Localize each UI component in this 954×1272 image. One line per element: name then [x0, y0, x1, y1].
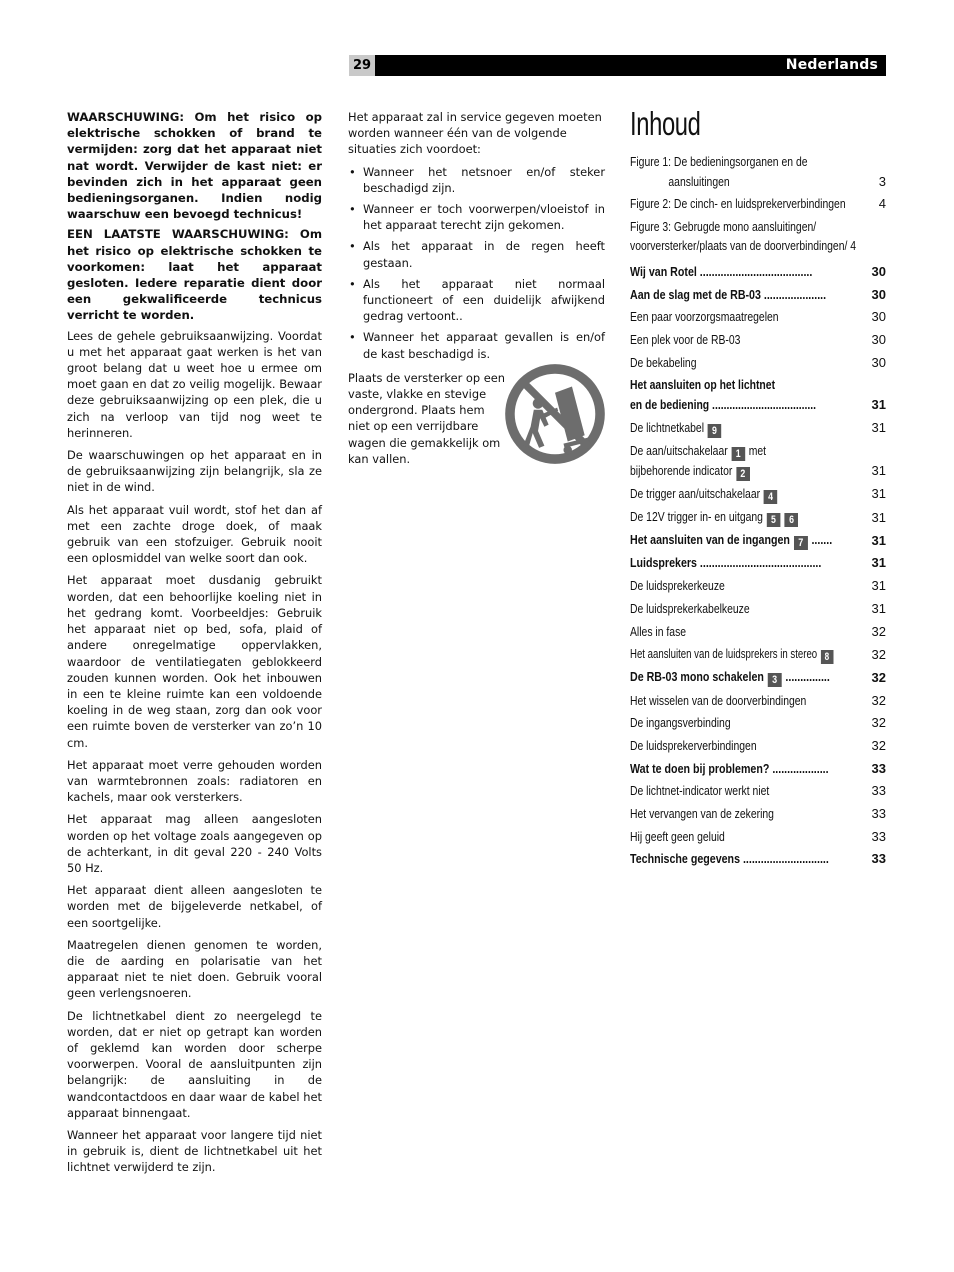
warning-2: EEN LAATSTE WAARSCHUWING: Om het risico op elektrische schokken te voorkomen: laat het apparaat gesloten. Iedere reparatie dient door een gekwalificeerde technicus verricht te worden. — [67, 227, 322, 323]
toc-entry[interactable]: De trigger aan/uitschakelaar 4 31 — [630, 485, 886, 503]
toc-entry[interactable]: Een plek voor de RB-03 30 — [630, 331, 886, 347]
toc-entry[interactable]: De luidsprekerkeuze 31 — [630, 578, 886, 594]
cart-warning-text: Plaats de versterker op een vaste, vlakke en stevige ondergrond. Plaats hem niet op een verrijdbare wagen die gemakkelijk om kan vallen. — [348, 370, 505, 466]
toc-entry[interactable]: De ingangsverbinding 32 — [630, 715, 886, 731]
toc-entry[interactable]: Het wisselen van de doorverbindingen 32 — [630, 692, 886, 708]
cart-tip-over-warning-icon — [502, 361, 608, 467]
paragraph: De lichtnetkabel dient zo neergelegd te worden, dat er niet op getrapt kan worden of geklemd kan worden door scherpe voorwerpen. Vooral de aansluitpunten zijn belangrijk: de aansluiting in de wandcontactdoos en daar waar de kabel het apparaat binnengaat. — [67, 1008, 322, 1120]
toc-entry[interactable]: Wij van Rotel ...................................... 30 — [630, 263, 886, 279]
figure-ref-badge: 5 — [767, 513, 781, 527]
paragraph: Het apparaat moet dusdanig gebruikt worden, dat een behoorlijke koeling niet in het gedrang komt. Voorbeeldjes: Gebruik het apparaat niet op bed, sofa, plaid of andere onregelmatige oppervlakken, waardoor de ventilatiegaten geblokkeerd zouden kunnen worden. Ook het inbouwen in een te kleine ruimte kan een voldoende koeling in de weg staan, zorg dan ook voor een ruimte boven de versterker van zo’n 10 cm. — [67, 573, 322, 750]
paragraph: Wanneer het apparaat voor langere tijd niet in gebruik is, dient de lichtnetkabel uit het lichtnet verwijderd te zijn. — [67, 1127, 322, 1175]
paragraph: Als het apparaat vuil wordt, stof het dan af met een zachte droge doek, of maak gebruik van een stofzuiger. Gebruik nooit een oplosmiddel van welke soort dan ook. — [67, 502, 322, 566]
toc-entry[interactable]: Luidsprekers ......................................... 31 — [630, 555, 886, 571]
toc-entry[interactable]: Figure 1: De bedieningsorganen en de aansluitingen 3 — [630, 154, 886, 189]
page-header — [349, 55, 886, 76]
list-item: • Wanneer het netsnoer en/of steker beschadigd zijn. — [348, 164, 605, 196]
toc-entry[interactable]: De lichtnetkabel 9 31 — [630, 419, 886, 437]
service-list — [348, 164, 605, 362]
service-intro: Het apparaat zal in service gegeven moeten worden wanneer één van de volgende situaties zich voordoet: — [348, 110, 602, 157]
toc-entry[interactable]: De aan/uitschakelaar 1 met bijbehorende indicator 2 31 — [630, 442, 886, 480]
language-label: Nederlands — [785, 57, 878, 73]
paragraph: Het apparaat dient alleen aangesloten te worden met de bijgeleverde netkabel, of een soortgelijke. — [67, 883, 322, 930]
safety-column-2 — [348, 109, 605, 473]
figure-ref-badge: 4 — [764, 490, 778, 504]
toc-entry[interactable]: Het aansluiten op het lichtnet en de bediening .................................... 31 — [630, 377, 886, 412]
list-item: • Wanneer er toch voorwerpen/vloeistof in het apparaat terecht zijn gekomen. — [348, 201, 605, 233]
figure-ref-badge: 8 — [821, 650, 834, 664]
paragraph: Maatregelen dienen genomen te worden, die de aarding en polarisatie van het apparaat niet te niet doen. Gebruik vooral geen verlengsnoeren. — [67, 937, 322, 1001]
toc-entry[interactable]: Aan de slag met de RB-03 ..................... 30 — [630, 286, 886, 302]
toc-entry[interactable]: Technische gegevens ............................. 33 — [630, 851, 886, 867]
warning-1: WAARSCHUWING: Om het risico op elektrische schokken of brand te vermijden: zorg dat het apparaat niet nat wordt. Verwijder de kast niet: er bevinden zich in het apparaat geen bedieningsorganen. Indien nodig waarschuw een bevoegd technicus! — [67, 110, 322, 222]
toc-entry[interactable]: Een paar voorzorgsmaatregelen 30 — [630, 309, 886, 325]
toc-entry[interactable]: De 12V trigger in- en uitgang 5 6 31 — [630, 509, 886, 527]
safety-column-1 — [67, 109, 322, 1182]
figure-ref-badge: 1 — [731, 447, 745, 461]
toc-entry[interactable]: Het aansluiten van de ingangen 7 ....... 31 — [630, 532, 886, 550]
figure-ref-badge: 2 — [736, 467, 750, 481]
toc-entry[interactable]: De lichtnet-indicator werkt niet 33 — [630, 783, 886, 799]
paragraph: Lees de gehele gebruiksaanwijzing. Voordat u met het apparaat gaat werken is het van groot belang dat u weet hoe u ermee om moet gaan en dat zo veilig mogelijk. Bewaar deze gebruiksaanwijzing op een plek, die u zich na verloop van tijd nog weet te herinneren. — [67, 328, 322, 440]
paragraph: Het apparaat moet verre gehouden worden van warmtebronnen zoals: radiatoren en kachels, maar ook versterkers. — [67, 757, 322, 805]
list-item: • Als het apparaat in de regen heeft gestaan. — [348, 238, 605, 270]
figure-ref-badge: 7 — [794, 536, 808, 550]
toc-entry[interactable]: De luidsprekerverbindingen 32 — [630, 737, 886, 753]
toc-entry[interactable]: De RB-03 mono schakelen 3 ............... 32 — [630, 669, 886, 687]
list-item: • Als het apparaat niet normaal functioneert of een duidelijk afwijkend gedrag vertoont.. — [348, 276, 605, 325]
toc-entry[interactable]: Wat te doen bij problemen? ................... 33 — [630, 760, 886, 776]
figure-ref-badge: 3 — [768, 673, 782, 687]
table-of-contents — [630, 104, 886, 872]
toc-entry[interactable]: De bekabeling 30 — [630, 354, 886, 370]
toc-entry[interactable]: De luidsprekerkabelkeuze 31 — [630, 600, 886, 616]
paragraph: Het apparaat mag alleen aangesloten worden op het voltage zoals aangegeven op de achterkant, in dit geval 220 - 240 Volts 50 Hz. — [67, 812, 322, 875]
figure-ref-badge: 6 — [785, 513, 799, 527]
toc-entry[interactable]: Het aansluiten van de luidsprekers in stereo 8 32 — [630, 646, 886, 664]
list-item: • Wanneer het apparaat gevallen is en/of de kast beschadigd is. — [348, 329, 605, 361]
page-number: 29 — [349, 55, 375, 76]
toc-entry[interactable]: Alles in fase 32 — [630, 623, 886, 639]
toc-entry[interactable]: Hij geeft geen geluid 33 — [630, 828, 886, 844]
toc-title: Inhoud — [630, 105, 701, 142]
figure-ref-badge: 9 — [708, 424, 722, 438]
toc-entry[interactable]: Figure 2: De cinch- en luidsprekerverbindingen 4 — [630, 196, 886, 212]
toc-entry[interactable]: Figure 3: Gebrugde mono aansluitingen/ voorversterker/plaats van de doorverbindingen/ 4 — [630, 218, 857, 254]
paragraph: De waarschuwingen op het apparaat en in de gebruiksaanwijzing zijn belangrijk, sla ze niet in de wind. — [67, 448, 322, 495]
toc-entry[interactable]: Het vervangen van de zekering 33 — [630, 806, 886, 821]
